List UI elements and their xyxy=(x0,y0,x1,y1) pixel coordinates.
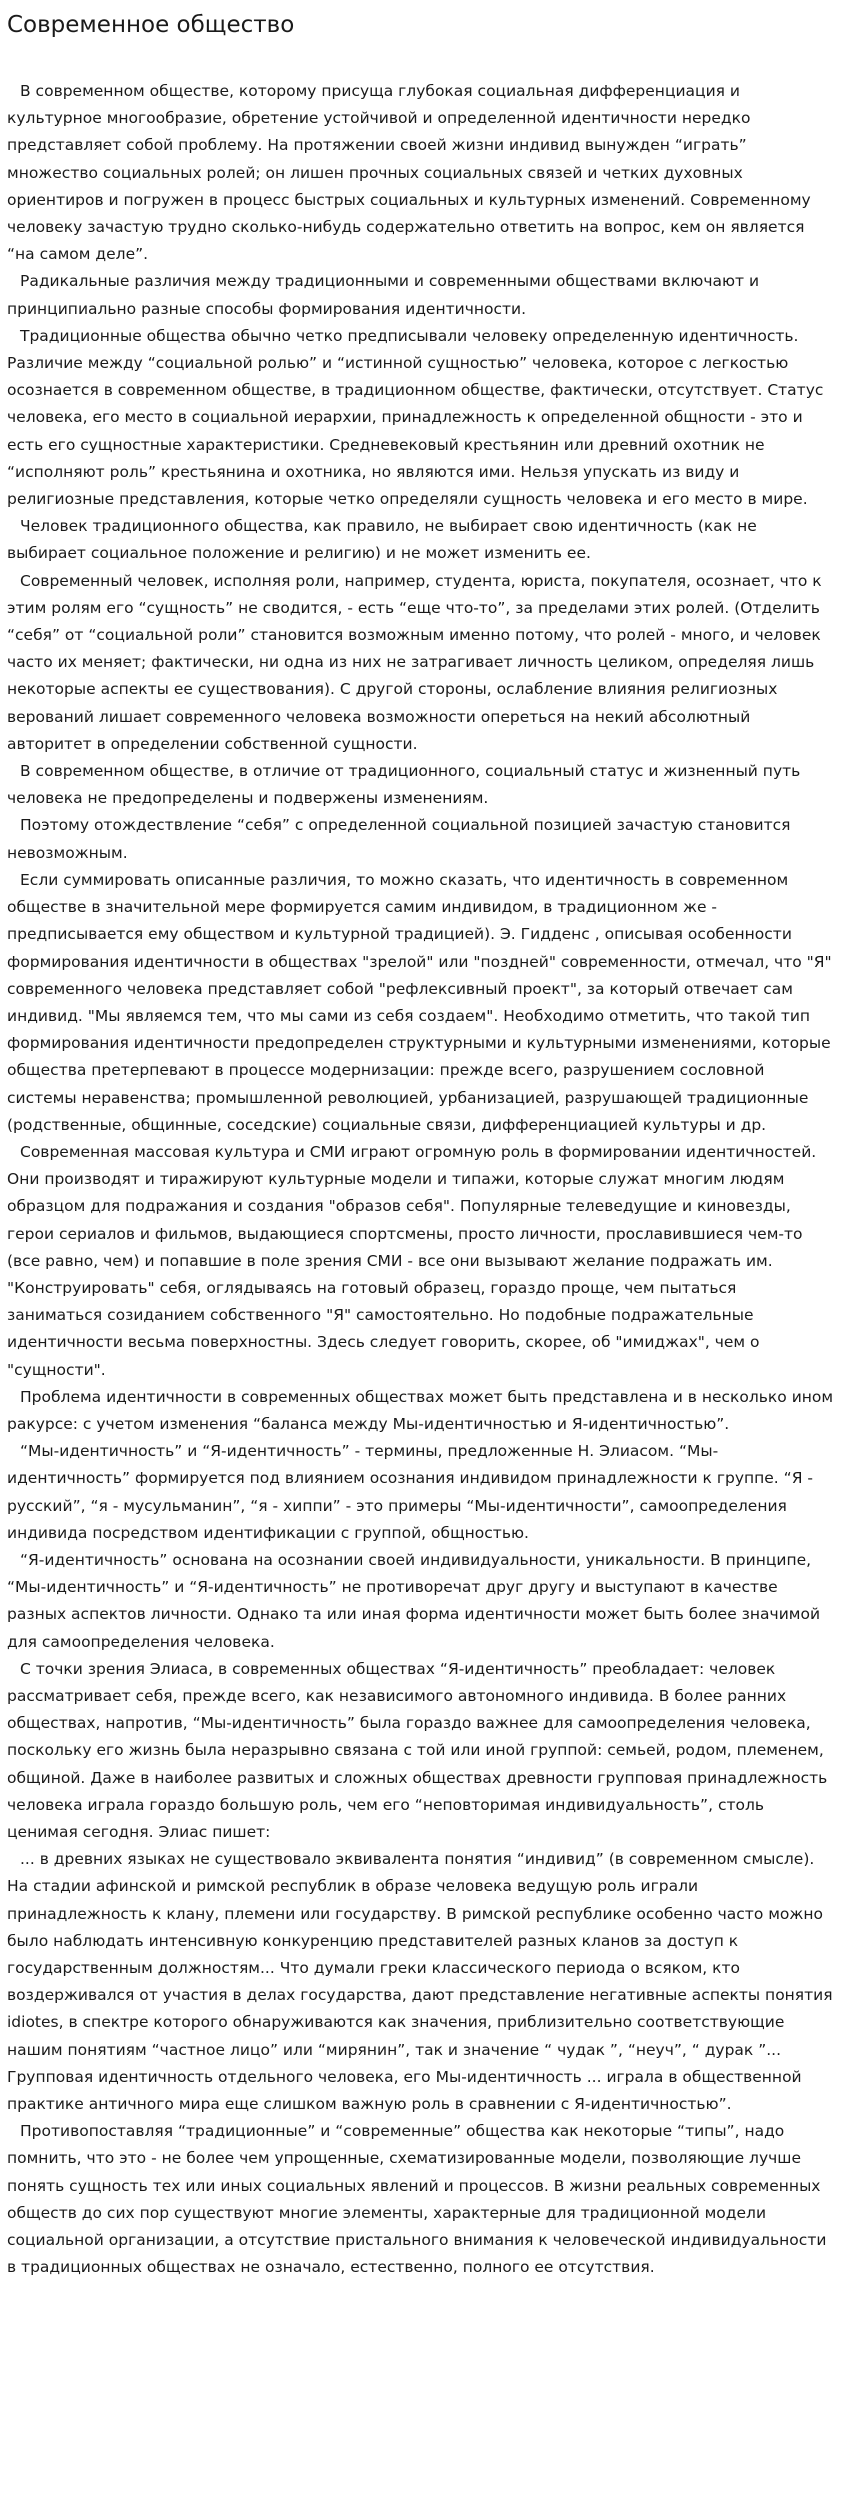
article xyxy=(7,0,835,2281)
paragraph: Современный человек, исполняя роли, например, студента, юриста, покупателя, осознает, что к этим ролям его “сущность” не сводится, - есть “еще что-то”, за пределами этих ролей. (Отделить “себя” от “социальной роли” становится возможным именно потому, что ролей - много, и человек часто их меняет; фактически, ни одна из них не затрагивает личность целиком, определяя лишь некоторые аспекты ее существования). С другой стороны, ослабление влияния религиозных верований лишает современного человека возможности опереться на некий абсолютный авторитет в определении собственной сущности. xyxy=(7,571,822,753)
paragraph: Человек традиционного общества, как правило, не выбирает свою идентичность (как не выбирает социальное положение и религию) и не может изменить ее. xyxy=(7,517,757,563)
paragraph: Традиционные общества обычно четко предписывали человеку определенную идентичность. Различие между “социальной ролью” и “истинной сущностью” человека, которое с легкостью осознается в современном обществе, в традиционном обществе, фактически, отсутствует. Статус человека, его место в социальной иерархии, принадлежность к определенной общности - это и есть его сущностные характеристики. Средневековый крестьянин или древний охотник не “исполняют роль” крестьянина и охотника, но являются ими. Нельзя упускать из виду и религиозные представления, которые четко определяли сущность человека и его место в мире. xyxy=(7,326,824,509)
paragraph: Радикальные различия между традиционными и современными обществами включают и принципиально разные способы формирования идентичности. xyxy=(7,272,760,318)
article-body xyxy=(7,78,835,2281)
paragraph: С точки зрения Элиаса, в современных обществах “Я-идентичность” преобладает: человек рассматривает себя, прежде всего, как независимого автономного индивида. В более ранних обществах, напротив, “Мы-идентичность” была гораздо важнее для самоопределения человека, поскольку его жизнь была неразрывно связана с той или иной группой: семьей, родом, племенем, общиной. Даже в наиболее развитых и сложных обществах древности групповая принадлежность человека играла гораздо большую роль, чем его “неповторимая индивидуальность”, столь ценимая сегодня. Элиас пишет: xyxy=(7,1659,828,1841)
paragraph: “Я-идентичность” основана на осознании своей индивидуальности, уникальности. В принципе, “Мы-идентичность” и “Я-идентичность” не противоречат друг другу и выступают в качестве разных аспектов личности. Однако та или иная форма идентичности может быть более значимой для самоопределения человека. xyxy=(7,1550,821,1651)
paragraph: В современном обществе, которому присуща глубокая социальная дифференциация и культурное многообразие, обретение устойчивой и определенной идентичности нередко представляет собой проблему. На протяжении своей жизни индивид вынужден “играть” множество социальных ролей; он лишен прочных социальных связей и четких духовных ориентиров и погружен в процесс быстрых социальных и культурных изменений. Современному человеку зачастую трудно сколько-нибудь содержательно ответить на вопрос, кем он является “на самом деле”. xyxy=(7,82,811,264)
paragraph: Современная массовая культура и СМИ играют огромную роль в формировании идентичностей. Они производят и тиражируют культурные модели и типажи, которые служат многим людям образцом для подражания и создания "образов себя". Популярные телеведущие и киновезды, герои сериалов и фильмов, выдающиеся спортсмены, просто личности, прославившиеся чем-то (все равно, чем) и попавшие в поле зрения СМИ - все они вызывают желание подражать им. "Конструировать" себя, оглядываясь на готовый образец, гораздо проще, чем пытаться заниматься созиданием собственного "Я" самостоятельно. Но подобные подражательные идентичности весьма поверхностны. Здесь следует говорить, скорее, об "имиджах", чем о "сущности". xyxy=(7,1142,817,1379)
paragraph: Поэтому отождествление “себя” с определенной социальной позицией зачастую становится невозможным. xyxy=(7,816,791,862)
paragraph: Проблема идентичности в современных обществах может быть представлена и в несколько ином ракурсе: с учетом изменения “баланса между Мы-идентичностью и Я-идентичностью”. xyxy=(7,1387,834,1433)
paragraph: В современном обществе, в отличие от традиционного, социальный статус и жизненный путь человека не предопределены и подвержены изменениям. xyxy=(7,762,801,808)
paragraph: “Мы-идентичность” и “Я-идентичность” - термины, предложенные Н. Элиасом. “Мы-идентичность” формируется под влиянием осознания индивидом принадлежности к группе. “Я - русский”, “я - мусульманин”, “я - хиппи” - это примеры “Мы-идентичности”, самоопределения индивида посредством идентификации с группой, общностью. xyxy=(7,1442,813,1542)
paragraph: Если суммировать описанные различия, то можно сказать, что идентичность в современном обществе в значительной мере формируется самим индивидом, в традиционном же - предписывается ему обществом и культурной традицией). Э. Гидденс , описывая особенности формирования идентичности в обществах "зрелой" или "поздней" современности, отмечал, что "Я" современного человека представляет собой "рефлексивный проект", за который отвечает сам индивид. "Мы являемся тем, что мы сами из себя создаем". Необходимо отметить, что такой тип формирования идентичности предопределен структурными и культурными изменениями, которые общества претерпевают в процессе модернизации: прежде всего, разрушением сословной системы неравенства; промышленной революцией, урбанизацией, разрушающей традиционные (родственные, общинные, соседские) социальные связи, дифференциацией культуры и др. xyxy=(7,870,832,1134)
page-title: Современное общество xyxy=(7,12,295,38)
quote-paragraph: ... в древних языках не существовало эквивалента понятия “индивид” (в современном смысле). На стадии афинской и римской республик в образе человека ведущую роль играли принадлежность к клану, племени или государству. В римской республике особенно часто можно было наблюдать интенсивную конкуренцию представителей разных кланов за доступ к государственным должностям... Что думали греки классического периода о всяком, кто воздерживался от участия в делах государства, дают представление негативные аспекты понятия idiotes, в спектре которого обнаруживаются как значения, приблизительно соответствующие нашим понятиям “частное лицо” или “мирянин”, так и значение “ чудак ”, “неуч”, “ дурак ”... Групповая идентичность отдельного человека, его Мы-идентичность ... играла в общественной практике античного мира еще слишком важную роль в сравнении с Я-идентичностью”. xyxy=(7,1850,833,2114)
paragraph: Противопоставляя “традиционные” и “современные” общества как некоторые “типы”, надо помнить, что это - не более чем упрощенные, схематизированные модели, позволяющие лучше понять сущность тех или иных социальных явлений и процессов. В жизни реальных современных обществ до сих пор существуют многие элементы, характерные для традиционной модели социальной организации, а отсутствие пристального внимания к человеческой индивидуальности в традиционных обществах не означало, естественно, полного ее отсутствия. xyxy=(7,2122,827,2277)
